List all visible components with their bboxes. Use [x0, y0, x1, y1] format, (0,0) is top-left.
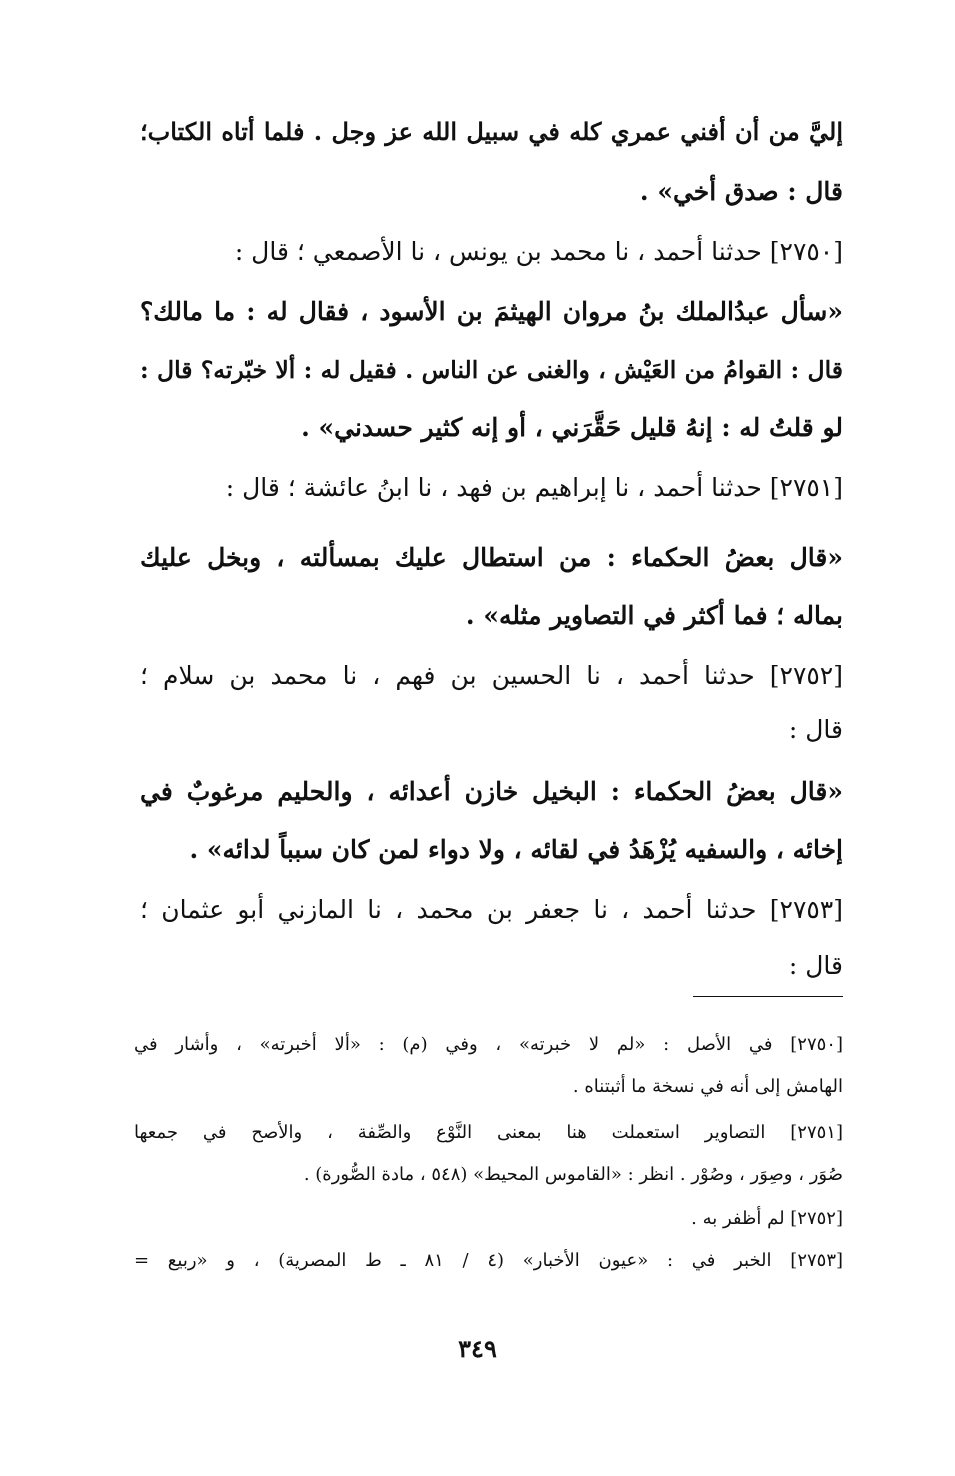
- footnote-2751-line-2: صُوَر ، وصِوَر ، وصُوْر . انظر : «القاموس المحيط» (٥٤٨ ، مادة الصُّورة) .: [303, 1164, 843, 1185]
- footnote-2751-line-1: [٢٧٥١] التصاوير استعملت هنا بمعنى النَّوْع والصِّفة ، والأصح في جمعها: [134, 1122, 843, 1143]
- text-line-9: بماله ؛ فما أكثر في التصاوير مثله» .: [465, 601, 843, 630]
- footnote-2753: [٢٧٥٣] الخبر في : «عيون الأخبار» (٤ / ٨١ ـ ط المصرية) ، و «ربيع =: [134, 1250, 844, 1271]
- text-line-13: إخائه ، والسفيه يُزْهَدُ في لقائه ، ولا دواء لمن كان سبباً لدائه» .: [189, 835, 843, 864]
- text-line-11: قال :: [788, 715, 843, 744]
- isnad-line-2752: [٢٧٥٢] حدثنا أحمد ، نا الحسين بن فهم ، نا محمد بن سلام ؛: [140, 661, 843, 690]
- footnote-2750-line-2: الهامش إلى أنه في نسخة ما أثبتناه .: [572, 1076, 843, 1097]
- text-line-1: إليَّ من أن أفني عمري كله في سبيل الله عز وجل . فلما أتاه الكتاب؛: [140, 117, 843, 146]
- isnad-line-2750: [٢٧٥٠] حدثنا أحمد ، نا محمد بن يونس ، نا الأصمعي ؛ قال :: [234, 237, 843, 266]
- footnote-separator: [693, 996, 843, 997]
- text-line-8: «قال بعضُ الحكماء : من استطال عليك بمسألته ، وبخل عليك: [140, 543, 843, 572]
- isnad-line-2753: [٢٧٥٣] حدثنا أحمد ، نا جعفر بن محمد ، نا المازني أبو عثمان ؛: [140, 895, 843, 924]
- text-line-6: لو قلتُ له : إنهُ قليل حَقَّرَني ، أو إنه كثير حسدني» .: [301, 413, 843, 442]
- text-line-2: قال : صدق أخي» .: [639, 177, 843, 206]
- isnad-line-2751: [٢٧٥١] حدثنا أحمد ، نا إبراهيم بن فهد ، نا ابنُ عائشة ؛ قال :: [225, 473, 843, 502]
- page-number: ٣٤٩: [458, 1334, 497, 1363]
- footnote-2750-line-1: [٢٧٥٠] في الأصل : «لم لا خبرته» ، وفي (م) : «ألا أخبرته» ، وأشار في: [134, 1034, 843, 1055]
- text-line-5: قال : القوامُ من العَيْش ، والغنى عن الناس . فقيل له : ألا خبّرته؟ قال :: [140, 356, 843, 384]
- text-line-4: «سأل عبدُالملك بنُ مروان الهيثمَ بن الأسود ، فقال له : ما مالك؟: [140, 297, 843, 326]
- text-line-15: قال :: [788, 951, 843, 980]
- footnote-2752: [٢٧٥٢] لم أظفر به .: [691, 1208, 843, 1229]
- text-line-12: «قال بعضُ الحكماء : البخيل خازن أعدائه ، والحليم مرغوبٌ في: [140, 777, 843, 806]
